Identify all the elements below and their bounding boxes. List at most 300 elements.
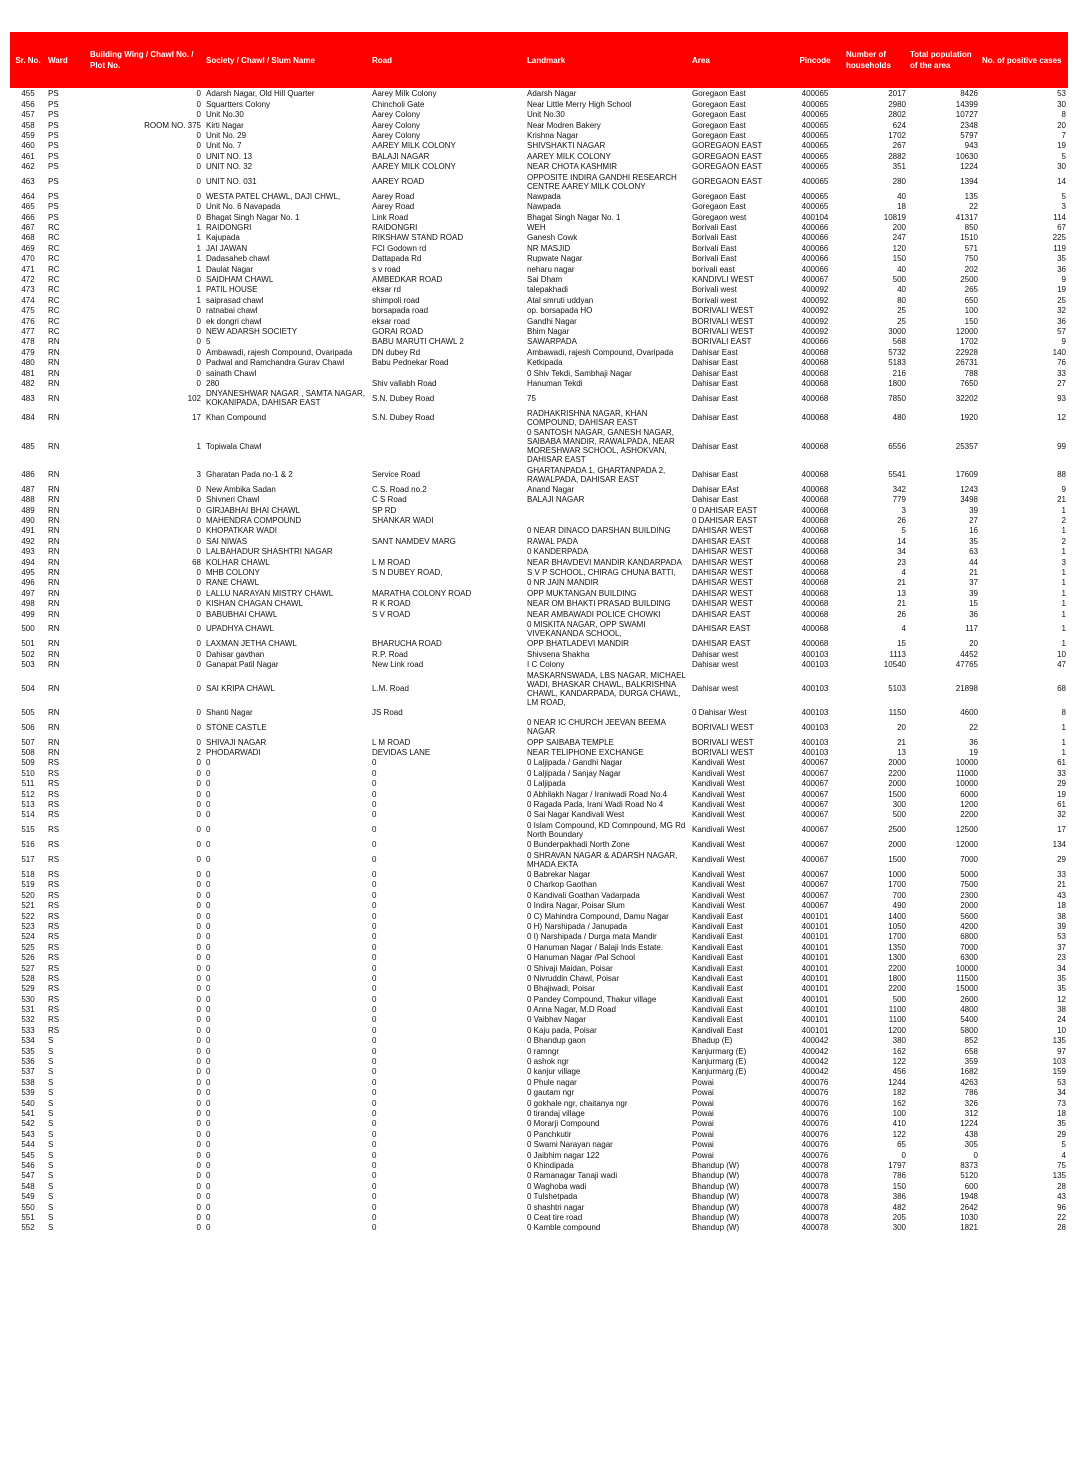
- cell-positive-cases: 96: [1057, 1202, 1066, 1212]
- cell-population: 2300: [960, 890, 978, 900]
- cell-pincode: 400067: [801, 901, 829, 911]
- cell-society: UNIT NO. 031: [206, 177, 257, 187]
- cell-landmark: 0 Swami Narayan nagar: [527, 1140, 613, 1150]
- cell-sr-no: 467: [21, 223, 35, 233]
- cell-households: 1300: [888, 953, 906, 963]
- cell-building: 1: [196, 254, 201, 264]
- cell-area: Kandivali East: [692, 911, 743, 921]
- cell-ward: RC: [48, 295, 60, 305]
- cell-positive-cases: 67: [1057, 223, 1066, 233]
- cell-pincode: 400068: [801, 378, 829, 388]
- cell-landmark: 0 Nivruddin Chawl, Poisar: [527, 973, 620, 983]
- cell-households: 624: [892, 120, 906, 130]
- cell-ward: RN: [48, 707, 60, 717]
- cell-society: RAIDONGRI: [206, 223, 252, 233]
- cell-building: 0: [196, 141, 201, 151]
- cell-area: Bhadup (E): [692, 1036, 733, 1046]
- cell-positive-cases: 61: [1057, 800, 1066, 810]
- cell-area: DAHISAR WEST: [692, 588, 753, 598]
- cell-building: 0: [196, 1005, 201, 1015]
- cell-road: JS Road: [372, 707, 403, 717]
- cell-road: 0: [372, 1057, 377, 1067]
- cell-pincode: 400092: [801, 316, 829, 326]
- cell-road: AAREY MILK COLONY: [372, 162, 456, 172]
- table-row: [10, 464, 1068, 483]
- cell-pincode: 400101: [801, 1005, 829, 1015]
- cell-society: Topiwala Chawl: [206, 441, 262, 451]
- cell-ward: RN: [48, 568, 60, 578]
- cell-ward: S: [48, 1223, 54, 1233]
- cell-society: SAI NIWAS: [206, 536, 248, 546]
- cell-society: 0: [206, 1025, 211, 1035]
- cell-households: 247: [892, 233, 906, 243]
- cell-landmark: 0 Laljipada / Gandhi Nagar: [527, 758, 623, 768]
- cell-landmark: 0 SANTOSH NAGAR, GANESH NAGAR, SAIBABA MANDIR, RAWALPADA, NEAR MORESHWAR SCHOOL, ASHOKVAN, DAHISAR EAST: [527, 428, 675, 465]
- cell-area: GOREGAON EAST: [692, 141, 763, 151]
- cell-landmark: 0 Laljipada / Sanjay Nagar: [527, 768, 621, 778]
- cell-road: Shiv vallabh Road: [372, 378, 437, 388]
- cell-pincode: 400066: [801, 243, 829, 253]
- cell-ward: PS: [48, 191, 59, 201]
- cell-society: 0: [206, 1140, 211, 1150]
- table-row: [10, 201, 1068, 211]
- cell-population: 6300: [960, 953, 978, 963]
- cell-pincode: 400068: [801, 516, 829, 526]
- cell-landmark: Shivsena Shakha: [527, 649, 590, 659]
- cell-ward: RC: [48, 223, 60, 233]
- cell-pincode: 400065: [801, 162, 829, 172]
- cell-area: Kandivali West: [692, 789, 745, 799]
- cell-pincode: 400076: [801, 1108, 829, 1118]
- cell-pincode: 400068: [801, 495, 829, 505]
- cell-pincode: 400068: [801, 413, 829, 423]
- cell-pincode: 400092: [801, 285, 829, 295]
- cell-landmark: 0 NEAR IC CHURCH JEEVAN BEEMA NAGAR: [527, 718, 666, 737]
- cell-households: 122: [892, 1057, 906, 1067]
- cell-landmark: Nawpada: [527, 191, 561, 201]
- cell-ward: RN: [48, 470, 60, 479]
- cell-road: 0: [372, 1192, 377, 1202]
- table-row: [10, 788, 1068, 798]
- cell-positive-cases: 53: [1057, 932, 1066, 942]
- cell-positive-cases: 17: [1057, 825, 1066, 835]
- cell-building: 0: [196, 526, 201, 536]
- cell-households: 14: [897, 536, 906, 546]
- table-row: [10, 274, 1068, 284]
- table-row: [10, 388, 1068, 407]
- cell-sr-no: 456: [21, 99, 35, 109]
- cell-pincode: 400078: [801, 1160, 829, 1170]
- cell-sr-no: 543: [21, 1129, 35, 1139]
- cell-sr-no: 488: [21, 495, 35, 505]
- table-row: [10, 253, 1068, 263]
- cell-area: Goregaon East: [692, 99, 746, 109]
- cell-population: 15000: [955, 984, 978, 994]
- cell-road: 0: [372, 855, 377, 865]
- cell-households: 1702: [888, 130, 906, 140]
- cell-pincode: 400076: [801, 1077, 829, 1087]
- cell-households: 1700: [888, 932, 906, 942]
- cell-households: 1200: [888, 1025, 906, 1035]
- cell-population: 19: [969, 748, 978, 758]
- cell-building: 17: [192, 413, 201, 423]
- cell-building: 0: [196, 779, 201, 789]
- header-landmark: Landmark: [525, 32, 690, 88]
- cell-sr-no: 522: [21, 911, 35, 921]
- cell-road: Aarey Milk Colony: [372, 89, 437, 99]
- cell-landmark: 0 NR JAIN MANDIR: [527, 578, 599, 588]
- cell-households: 1100: [888, 1005, 906, 1015]
- cell-landmark: 0 Laljipada: [527, 779, 566, 789]
- cell-pincode: 400103: [801, 737, 829, 747]
- cell-building: 1: [196, 264, 201, 274]
- cell-households: 2200: [888, 984, 906, 994]
- cell-road: 0: [372, 1046, 377, 1056]
- cell-landmark: 0 MISKITA NAGAR, OPP SWAMI VIVEKANANDA SCHOOL,: [527, 619, 646, 638]
- cell-pincode: 400066: [801, 233, 829, 243]
- cell-building: 0: [196, 1150, 201, 1160]
- cell-society: UNIT NO. 32: [206, 162, 253, 172]
- cell-landmark: 0 ashok ngr: [527, 1057, 569, 1067]
- cell-building: 0: [196, 599, 201, 609]
- cell-landmark: I C Colony: [527, 660, 565, 670]
- table-row: [10, 98, 1068, 108]
- cell-road: [370, 577, 525, 587]
- cell-sr-no: 514: [21, 810, 35, 820]
- cell-population: 22: [969, 202, 978, 212]
- cell-building: 0: [196, 973, 201, 983]
- table-row: [10, 294, 1068, 304]
- cell-ward: RN: [48, 393, 60, 403]
- cell-sr-no: 487: [21, 484, 35, 494]
- cell-building: 0: [196, 306, 201, 316]
- cell-sr-no: 535: [21, 1046, 35, 1056]
- cell-sr-no: 468: [21, 233, 35, 243]
- cell-positive-cases: 9: [1061, 337, 1066, 347]
- cell-road: eksar road: [372, 316, 410, 326]
- cell-population: 150: [964, 316, 978, 326]
- cell-positive-cases: 119: [1053, 243, 1066, 253]
- cell-landmark: Sai Dham: [527, 275, 563, 285]
- cell-society: 0: [206, 1098, 211, 1108]
- cell-sr-no: 489: [21, 505, 35, 515]
- cell-ward: RN: [48, 358, 60, 368]
- cell-road: 0: [372, 1119, 377, 1129]
- cell-society: Adarsh Nagar, Old Hill Quarter: [206, 89, 315, 99]
- cell-ward: S: [48, 1160, 54, 1170]
- cell-landmark: 0 Bhajiwadi, Poisar: [527, 984, 596, 994]
- cell-households: 386: [892, 1192, 906, 1202]
- cell-building: 0: [196, 1212, 201, 1222]
- cell-society: Daulat Nagar: [206, 264, 254, 274]
- table-row: [10, 284, 1068, 294]
- table-row: [10, 484, 1068, 494]
- cell-positive-cases: 22: [1057, 1212, 1066, 1222]
- cell-households: 7850: [888, 393, 906, 403]
- cell-population: 4600: [960, 707, 978, 717]
- cell-households: 15: [897, 639, 906, 649]
- cell-positive-cases: 28: [1057, 1223, 1066, 1233]
- header-row: [10, 32, 1068, 88]
- table-row: [10, 839, 1068, 849]
- cell-population: 22: [969, 722, 978, 732]
- cell-households: 21: [897, 737, 906, 747]
- cell-society: Shanti Nagar: [206, 707, 253, 717]
- cell-area: Borivali East: [692, 223, 737, 233]
- cell-area: BORIVALI WEST: [692, 722, 754, 732]
- cell-positive-cases: 37: [1057, 942, 1066, 952]
- cell-area: Dahisar west: [692, 649, 739, 659]
- cell-population: 1224: [960, 162, 978, 172]
- cell-area: Bhandup (W): [692, 1171, 740, 1181]
- cell-society: 0: [206, 953, 211, 963]
- cell-building: 0: [196, 1129, 201, 1139]
- cell-landmark: Atal smruti uddyan: [527, 295, 594, 305]
- cell-road: 0: [372, 901, 377, 911]
- cell-ward: RN: [48, 737, 60, 747]
- cell-road: R.P. Road: [372, 649, 408, 659]
- cell-population: 12500: [955, 825, 978, 835]
- cell-households: 4: [901, 568, 906, 578]
- cell-pincode: 400103: [801, 707, 829, 717]
- cell-households: 342: [892, 484, 906, 494]
- table-row: [10, 608, 1068, 618]
- cell-area: Bhandup (W): [692, 1212, 740, 1222]
- cell-sr-no: 546: [21, 1160, 35, 1170]
- cell-ward: RS: [48, 1005, 60, 1015]
- cell-road: RIKSHAW STAND ROAD: [372, 233, 464, 243]
- table-row: [10, 1087, 1068, 1097]
- cell-area: Dahisar west: [692, 684, 739, 694]
- cell-landmark: OPPOSITE INDIRA GANDHI RESEARCH CENTRE AAREY MILK COLONY: [527, 172, 677, 191]
- cell-building: 0: [196, 516, 201, 526]
- cell-population: 312: [964, 1108, 978, 1118]
- cell-landmark: 0 Islam Compound, KD Comnpound, MG Rd North Boundary: [527, 820, 686, 839]
- cell-area: BORIVALI WEST: [692, 306, 754, 316]
- cell-ward: RS: [48, 880, 60, 890]
- cell-positive-cases: 53: [1057, 1077, 1066, 1087]
- cell-pincode: 400076: [801, 1119, 829, 1129]
- table-row: [10, 809, 1068, 819]
- cell-area: GOREGAON EAST: [692, 177, 763, 187]
- cell-households: 380: [892, 1036, 906, 1046]
- cell-pincode: 400042: [801, 1046, 829, 1056]
- cell-pincode: 400068: [801, 358, 829, 368]
- cell-landmark: [525, 707, 690, 717]
- cell-population: 12000: [955, 840, 978, 850]
- cell-ward: S: [48, 1171, 54, 1181]
- cell-population: 1394: [960, 177, 978, 187]
- cell-ward: RS: [48, 901, 60, 911]
- cell-building: 0: [196, 639, 201, 649]
- cell-ward: RS: [48, 911, 60, 921]
- cell-positive-cases: 38: [1057, 911, 1066, 921]
- cell-households: 5541: [888, 470, 906, 479]
- cell-pincode: 400078: [801, 1212, 829, 1222]
- cell-area: BORIVALI WEST: [692, 748, 754, 758]
- cell-ward: PS: [48, 212, 59, 222]
- header-area: Area: [690, 32, 786, 88]
- cell-population: 11500: [956, 973, 978, 983]
- cell-pincode: 400067: [801, 870, 829, 879]
- cell-population: 7000: [960, 942, 978, 952]
- cell-landmark: 0 Jaibhim nagar 122: [527, 1150, 600, 1160]
- cell-sr-no: 516: [21, 840, 35, 850]
- cell-building: 0: [196, 89, 201, 99]
- cell-area: DAHISAR WEST: [692, 557, 753, 567]
- cell-households: 2980: [888, 99, 906, 109]
- cell-positive-cases: 225: [1052, 233, 1066, 243]
- cell-population: 750: [964, 254, 978, 264]
- cell-positive-cases: 39: [1057, 921, 1066, 931]
- table-row: [10, 305, 1068, 315]
- cell-pincode: 400092: [801, 306, 829, 316]
- cell-road: MARATHA COLONY ROAD: [372, 588, 472, 598]
- cell-landmark: NR MASJID: [527, 243, 571, 253]
- cell-road: R K ROAD: [372, 599, 411, 609]
- cell-households: 2200: [888, 768, 906, 778]
- cell-ward: S: [48, 1067, 54, 1077]
- cell-sr-no: 549: [21, 1192, 35, 1202]
- cell-pincode: 400067: [801, 880, 829, 890]
- cell-road: S V ROAD: [372, 609, 411, 619]
- cell-area: Kandivali East: [692, 921, 743, 931]
- cell-road: 0: [372, 1098, 377, 1108]
- cell-population: 359: [964, 1057, 978, 1067]
- cell-road: DEVIDAS LANE: [372, 748, 431, 758]
- cell-households: 205: [892, 1212, 906, 1222]
- cell-households: 2500: [888, 825, 906, 835]
- cell-population: 39: [969, 588, 978, 598]
- table-row: [10, 669, 1068, 706]
- table-row: [10, 941, 1068, 951]
- cell-households: 490: [892, 901, 906, 911]
- cell-ward: RN: [48, 547, 60, 557]
- cell-ward: S: [48, 1036, 54, 1046]
- cell-households: 1100: [888, 1015, 906, 1025]
- cell-households: 150: [892, 254, 906, 264]
- cell-ward: RC: [48, 254, 60, 264]
- cell-pincode: 400101: [801, 984, 829, 994]
- cell-landmark: talepakhadi: [527, 285, 568, 295]
- cell-landmark: 0 Indira Nagar, Poisar Slum: [527, 901, 625, 911]
- cell-building: 0: [196, 1036, 201, 1046]
- cell-building: 0: [196, 789, 201, 799]
- cell-landmark: neharu nagar: [527, 264, 575, 274]
- cell-building: 0: [196, 911, 201, 921]
- cell-positive-cases: 3: [1061, 557, 1066, 567]
- cell-sr-no: 532: [21, 1015, 35, 1025]
- cell-positive-cases: 1: [1061, 624, 1066, 634]
- cell-area: Bhandup (W): [692, 1223, 740, 1233]
- cell-society: 0: [206, 825, 211, 835]
- cell-sr-no: 465: [21, 202, 35, 212]
- cell-society: BABUBHAI CHAWL: [206, 609, 278, 619]
- cell-pincode: 400068: [801, 557, 829, 567]
- cell-ward: S: [48, 1129, 54, 1139]
- cell-area: Kandivali East: [692, 973, 743, 983]
- table-row: [10, 767, 1068, 777]
- cell-ward: PS: [48, 141, 59, 151]
- cell-sr-no: 537: [21, 1067, 35, 1077]
- cell-ward: RN: [48, 624, 60, 634]
- cell-society: 5: [206, 337, 211, 347]
- cell-ward: RN: [48, 378, 60, 388]
- cell-pincode: 400068: [801, 470, 829, 479]
- cell-pincode: 400065: [801, 202, 829, 212]
- cell-ward: S: [48, 1140, 54, 1150]
- cell-society: Kirti Nagar: [206, 120, 244, 130]
- cell-society: 0: [206, 855, 211, 865]
- cell-landmark: Ambawadi, rajesh Compound, Ovaripada: [527, 347, 674, 357]
- cell-society: 0: [206, 789, 211, 799]
- cell-households: 1797: [888, 1160, 906, 1170]
- cell-area: GOREGAON EAST: [692, 162, 763, 172]
- cell-households: 1050: [888, 921, 906, 931]
- cell-landmark: NEAR CHOTA KASHMIR: [527, 162, 618, 172]
- cell-landmark: 0 Phule nagar: [527, 1077, 577, 1087]
- cell-ward: RN: [48, 609, 60, 619]
- cell-ward: RS: [48, 942, 60, 952]
- cell-sr-no: 466: [21, 212, 35, 222]
- cell-sr-no: 512: [21, 789, 35, 799]
- cell-road: DN dubey Rd: [372, 347, 421, 357]
- cell-society: Ganapat Patil Nagar: [206, 660, 279, 670]
- table-row: [10, 619, 1068, 638]
- cell-sr-no: 498: [21, 599, 35, 609]
- cell-ward: RN: [48, 649, 60, 659]
- cell-population: 21898: [955, 684, 978, 694]
- cell-households: 25: [897, 306, 906, 316]
- cell-pincode: 400068: [801, 505, 829, 515]
- cell-households: 1400: [888, 911, 906, 921]
- cell-pincode: 400067: [801, 768, 829, 778]
- cell-sr-no: 521: [21, 901, 35, 911]
- cell-road: [370, 427, 525, 464]
- cell-road: 0: [372, 800, 377, 810]
- cell-building: 0: [196, 1181, 201, 1191]
- cell-pincode: 400101: [801, 1025, 829, 1035]
- cell-population: 39: [969, 505, 978, 515]
- cell-ward: RS: [48, 1015, 60, 1025]
- cell-area: Kandivali West: [692, 825, 745, 835]
- cell-society: 0: [206, 994, 211, 1004]
- cell-society: 0: [206, 1108, 211, 1118]
- cell-positive-cases: 135: [1052, 1036, 1066, 1046]
- table-row: [10, 232, 1068, 242]
- cell-area: 0 DAHISAR EAST: [692, 505, 758, 515]
- cell-area: Dahisar East: [692, 358, 738, 368]
- cell-landmark: GHARTANPADA 1, GHARTANPADA 2, RAWALPADA, DAHISAR EAST: [527, 465, 666, 484]
- cell-road: 0: [372, 932, 377, 942]
- cell-building: 0: [196, 505, 201, 515]
- cell-society: 0: [206, 1212, 211, 1222]
- cell-landmark: 0 Morarji Compound: [527, 1119, 600, 1129]
- cell-society: PATIL HOUSE: [206, 285, 258, 295]
- cell-road: L M ROAD: [372, 737, 411, 747]
- cell-area: DAHISAR EAST: [692, 609, 751, 619]
- cell-road: 0: [372, 1140, 377, 1150]
- table-row: [10, 140, 1068, 150]
- cell-households: 500: [892, 994, 906, 1004]
- cell-population: 4263: [960, 1077, 978, 1087]
- cell-households: 267: [892, 141, 906, 151]
- cell-area: Kandivali West: [692, 800, 745, 810]
- header-ward: Ward: [46, 32, 88, 88]
- table-row: [10, 525, 1068, 535]
- cell-building: 0: [196, 707, 201, 717]
- cell-sr-no: 538: [21, 1077, 35, 1087]
